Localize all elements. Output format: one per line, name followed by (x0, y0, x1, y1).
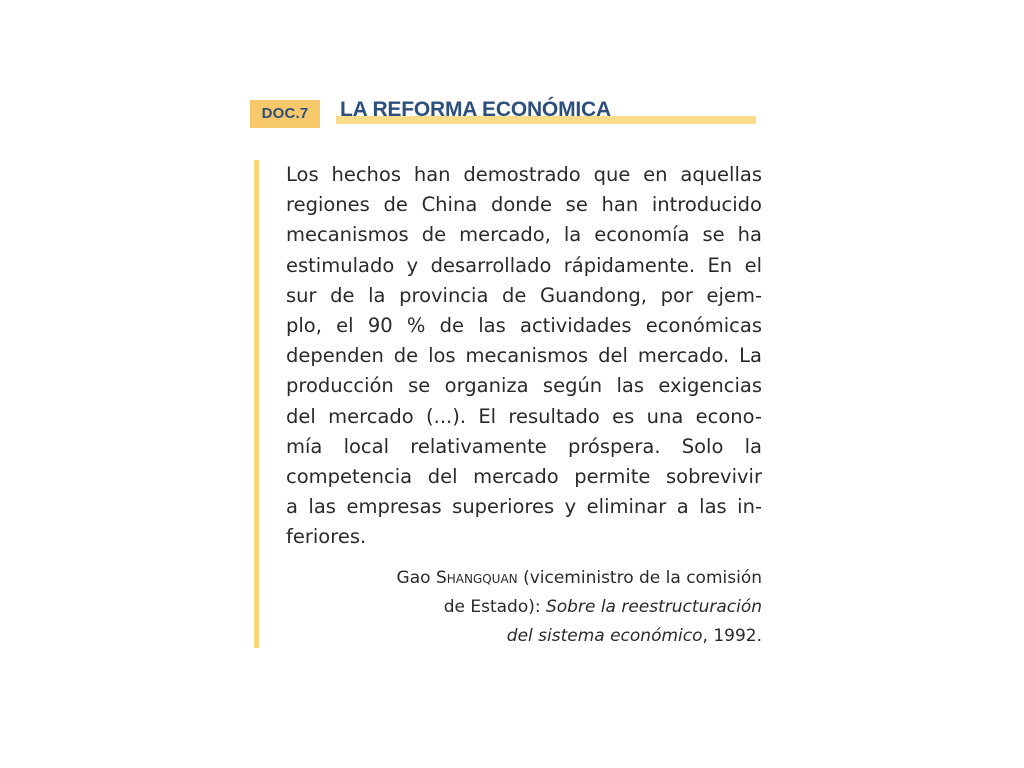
publication-year: , 1992. (702, 626, 762, 646)
author-first-name: Gao (396, 568, 431, 588)
text-line: mía local relativamente próspera. Solo la (286, 434, 762, 458)
citation (302, 564, 762, 651)
author-last-name: Shangquan (435, 568, 518, 588)
work-title-cont: del sistema económico (506, 626, 703, 646)
citation-line-1 (302, 564, 762, 593)
text-line: feriores. (286, 525, 367, 549)
text-line: plo, el 90 % de las actividades económicas (286, 314, 762, 338)
text-line: mecanismos de mercado, la economía se ha (286, 223, 762, 247)
citation-line-3 (302, 622, 762, 651)
text-line: Los hechos han demostrado que en aquellas (286, 163, 762, 186)
document-title: LA REFORMA ECONÓMICA (340, 98, 611, 121)
document-header (250, 96, 756, 130)
side-rule (254, 160, 259, 648)
text-line: competencia del mercado permite sobrevivir (286, 465, 762, 489)
text-line: sur de la provincia de Guandong, por ejem- (286, 283, 762, 307)
text-line: a las empresas superiores y eliminar a las in- (286, 495, 762, 519)
text-line: producción se organiza según las exigencias (286, 374, 762, 398)
text-line: regiones de China donde se han introducido (286, 193, 762, 217)
author-role: (viceministro de la comisión (523, 568, 762, 588)
citation-line-2 (302, 593, 762, 622)
text-line: estimulado y desarrollado rápidamente. En el (286, 253, 762, 277)
doc-number-badge: DOC.7 (250, 100, 320, 128)
text-line: dependen de los mecanismos del mercado. La (286, 344, 762, 368)
text-line: del mercado (...). El resultado es una econo- (286, 404, 762, 428)
author-role-cont: de Estado): (443, 597, 541, 617)
work-title: Sobre la reestructuración (545, 597, 762, 617)
quote-body (286, 160, 762, 553)
